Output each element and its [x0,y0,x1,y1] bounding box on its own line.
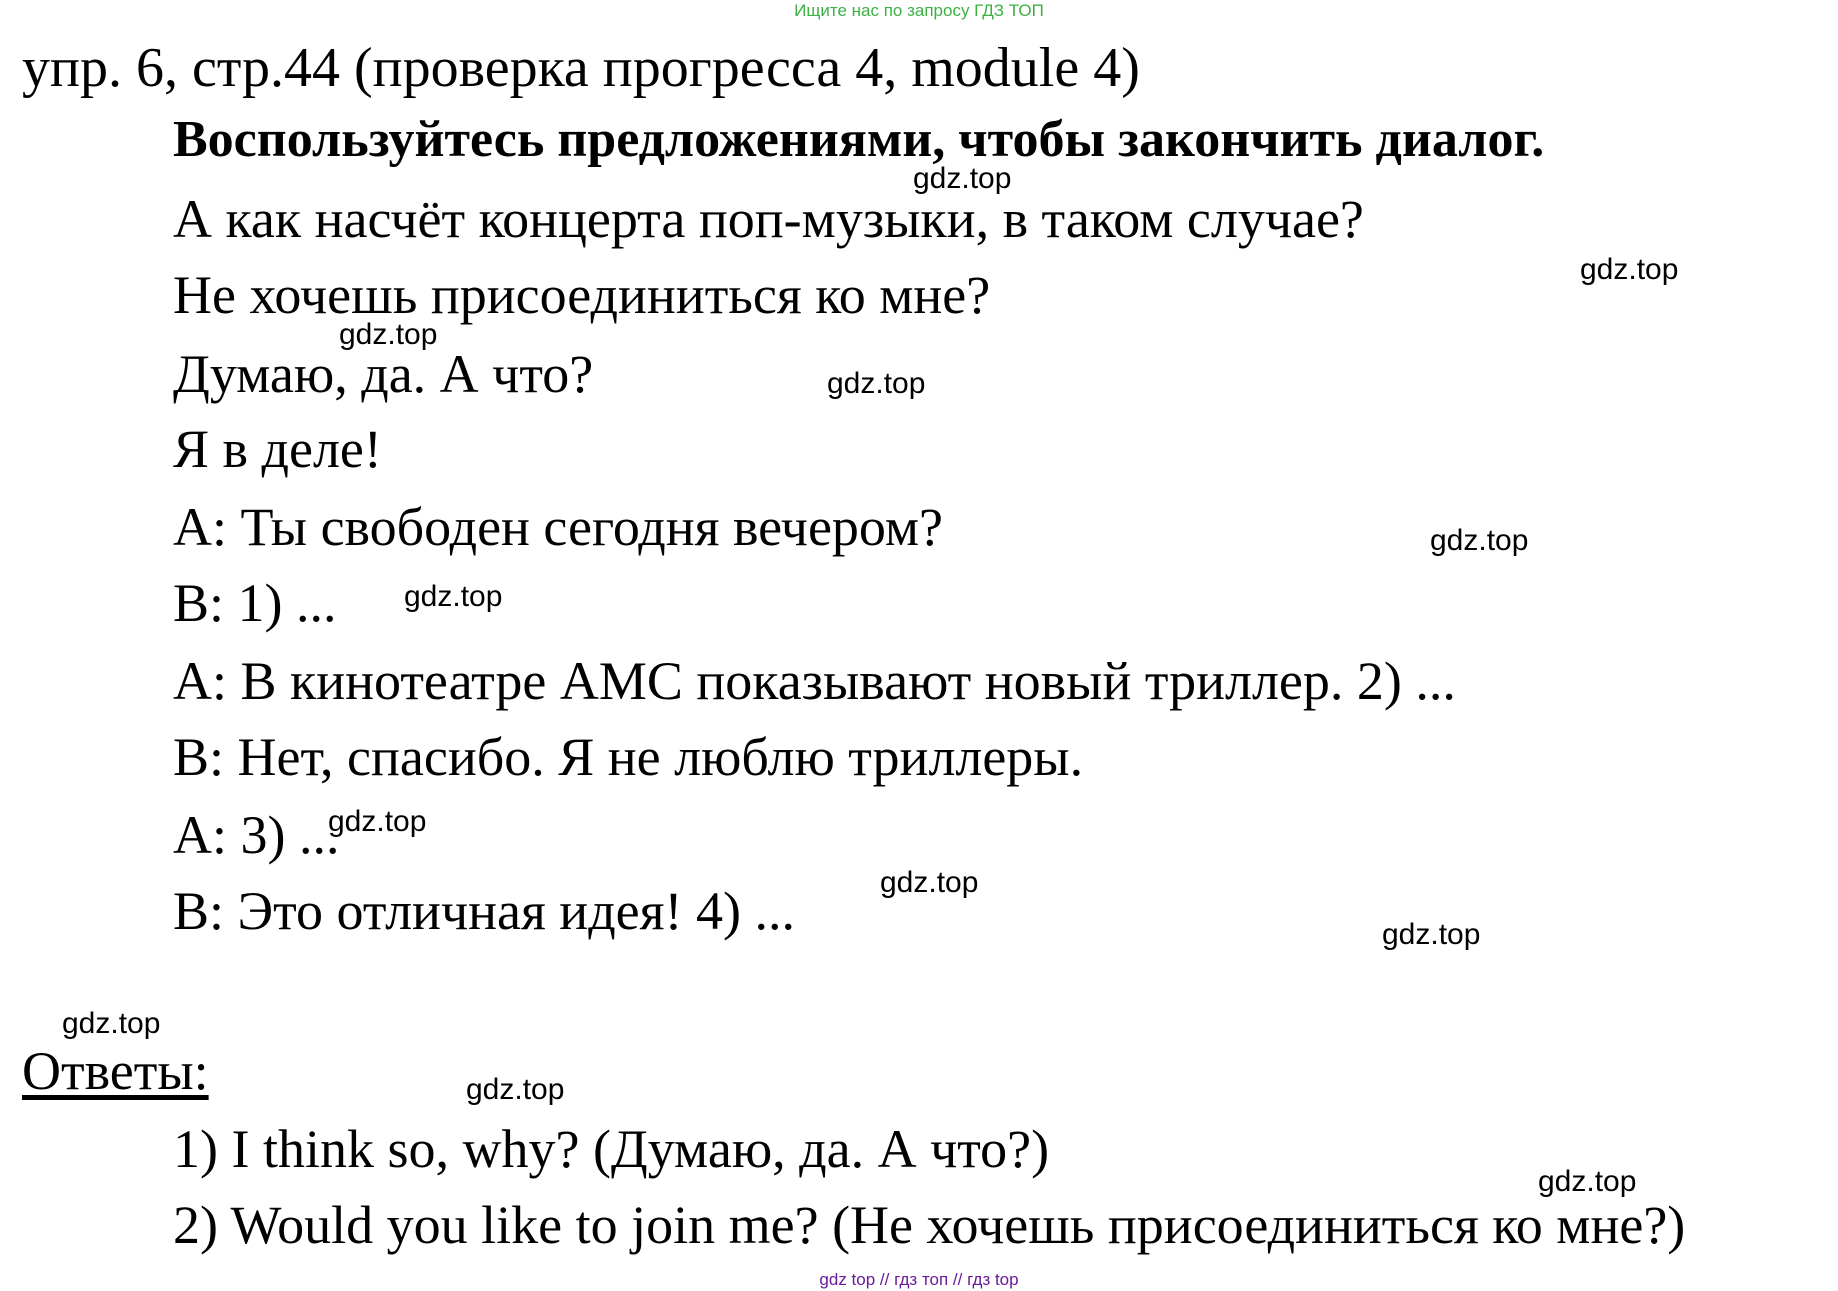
dialogue-line-2: В: 1) ... [173,573,337,633]
exercise-header: упр. 6, стр.44 (проверка прогресса 4, module 4) [22,37,1140,99]
watermark: gdz.top [827,367,926,400]
phrase-1: А как насчёт концерта поп-музыки, в таком случае? [173,189,1364,249]
answer-1: 1) I think so, why? (Думаю, да. А что?) [173,1119,1050,1179]
watermark: gdz.top [62,1007,161,1040]
dialogue-line-4: В: Нет, спасибо. Я не люблю триллеры. [173,727,1084,787]
watermark: gdz.top [1430,524,1529,557]
watermark: gdz.top [339,318,438,351]
watermark: gdz.top [880,866,979,899]
dialogue-line-3: А: В кинотеатре АМС показывают новый триллер. 2) ... [173,651,1456,711]
instruction-text: Воспользуйтесь предложениями, чтобы закончить диалог. [173,111,1545,168]
watermark: gdz.top [404,580,503,613]
watermark: gdz.top [466,1073,565,1106]
watermark: gdz.top [1538,1165,1637,1198]
dialogue-line-1: А: Ты свободен сегодня вечером? [173,497,944,557]
bottom-banner: gdz top // гдз топ // гдз top [819,1270,1019,1289]
answers-title: Ответы: [22,1041,209,1101]
phrase-4: Я в деле! [173,419,382,479]
watermark: gdz.top [1580,253,1679,286]
phrase-3: Думаю, да. А что? [173,344,594,404]
answer-2: 2) Would you like to join me? (Не хочешь присоединиться ко мне?) [173,1195,1686,1255]
dialogue-line-5: А: 3) ... [173,805,340,865]
top-banner: Ищите нас по запросу ГДЗ ТОП [794,1,1044,20]
dialogue-line-6: В: Это отличная идея! 4) ... [173,881,795,941]
phrase-2: Не хочешь присоединиться ко мне? [173,265,991,325]
watermark: gdz.top [913,162,1012,195]
watermark: gdz.top [328,805,427,838]
watermark: gdz.top [1382,918,1481,951]
